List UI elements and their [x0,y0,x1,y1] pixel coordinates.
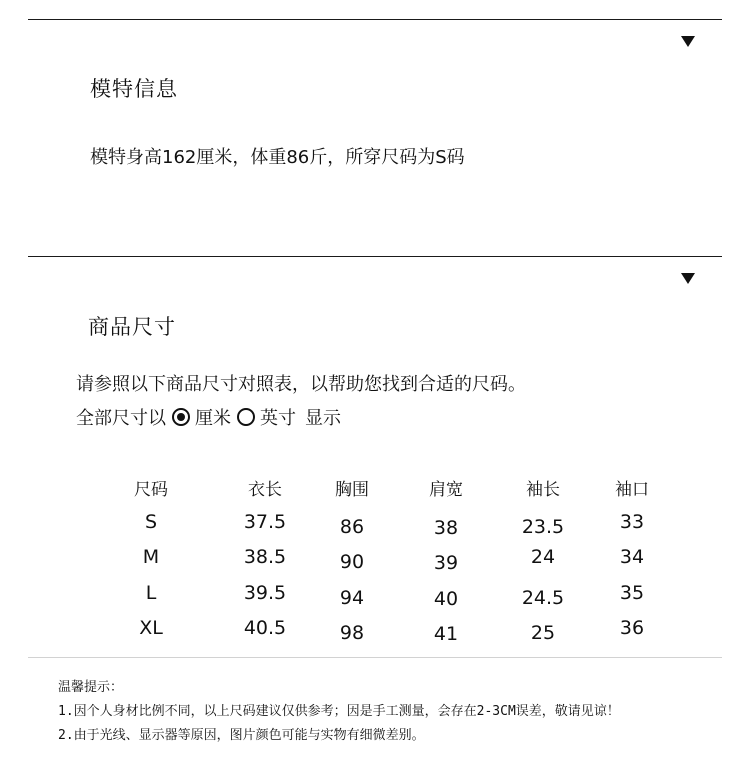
table-header-cell: 尺码 [134,480,168,500]
table-cell: 98 [339,622,365,644]
table-cell: 40 [433,588,459,610]
triangle-down-icon[interactable] [681,36,695,47]
table-cell: 35 [619,582,645,604]
table-cell: 34 [619,546,645,568]
table-cell: 39.5 [243,582,287,604]
table-header-cell: 袖长 [526,480,560,500]
table-cell: 36 [619,617,645,639]
unit-prefix: 全部尺寸以 [76,408,166,429]
table-size-label: S [144,511,158,533]
model-section-title: 模特信息 [90,77,178,101]
table-cell: 38.5 [243,546,287,568]
top-divider [28,19,722,20]
unit-selector [76,404,341,430]
model-info-text: 模特身高162厘米，体重86斤，所穿尺码为S码 [90,147,465,168]
unit-suffix: 显示 [305,408,341,429]
table-header-cell: 胸围 [335,480,369,500]
table-cell: 23.5 [521,516,565,538]
unit-inch-label[interactable]: 英寸 [260,408,296,429]
table-cell: 25 [530,622,556,644]
table-cell: 86 [339,516,365,538]
table-cell: 38 [433,517,459,539]
tip-item: 1.因个人身材比例不同，以上尺码建议仅供参考；因是手工测量，会存在2-3CM误差，敬请见谅！ [58,704,620,719]
table-cell: 37.5 [243,511,287,533]
table-cell: 41 [433,623,459,645]
table-cell: 39 [433,552,459,574]
tips-divider [28,657,722,658]
tips-title: 温馨提示： [58,680,124,695]
table-cell: 90 [339,551,365,573]
table-cell: 33 [619,511,645,533]
section-divider [28,256,722,257]
table-header-cell: 衣长 [248,480,282,500]
table-size-label: XL [139,617,163,639]
table-size-label: L [145,582,157,604]
unit-cm-radio[interactable] [172,408,190,426]
table-cell: 24.5 [521,587,565,609]
table-header-cell: 袖口 [615,480,649,500]
table-cell: 40.5 [243,617,287,639]
triangle-down-icon[interactable] [681,273,695,284]
table-cell: 94 [339,587,365,609]
unit-inch-radio[interactable] [237,408,255,426]
table-header-cell: 肩宽 [429,480,463,500]
tip-item: 2.由于光线、显示器等原因，图片颜色可能与实物有细微差别。 [58,728,425,743]
table-size-label: M [142,546,160,568]
unit-cm-label[interactable]: 厘米 [195,408,231,429]
size-section-title: 商品尺寸 [88,315,176,339]
table-cell: 24 [530,546,556,568]
size-intro-text: 请参照以下商品尺寸对照表，以帮助您找到合适的尺码。 [76,374,526,395]
